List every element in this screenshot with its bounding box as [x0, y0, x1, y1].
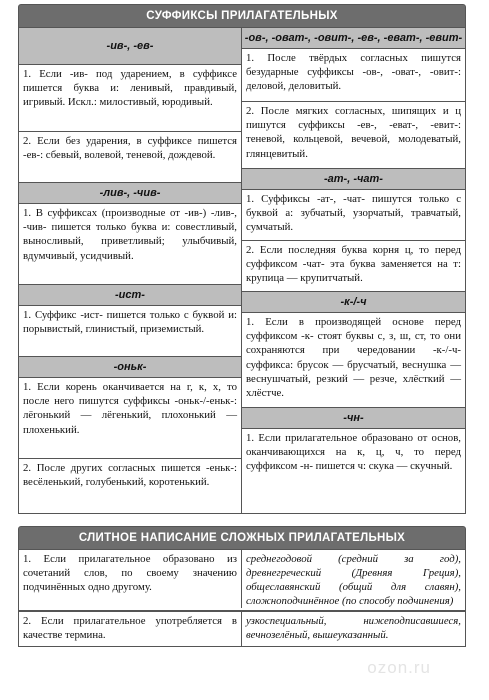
- watermark: ozon.ru: [367, 658, 431, 677]
- compound-examples: среднегодовой (средний за год), древнегреческий (Древняя Греция), общеславянский (общий для славян), сложноподчинённое (по способу подчинения): [246, 553, 461, 607]
- section-header-onk: -оньк-: [19, 357, 241, 378]
- rule-cell: 1. Если -ив- под ударением, в суффиксе пишется буква и: ленивый, правдивый, игривый. Искл.: милостивый, юродивый.: [19, 65, 241, 132]
- section-header-ov-ev: -ов-, -оват-, -овит-, -ев-, -еват-, -евит-: [242, 28, 465, 49]
- right-column: [242, 28, 465, 513]
- section-header-iv-ev: -ив-, -ев-: [19, 28, 241, 65]
- rule-cell: 2. После других согласных пишется -еньк-: весёленький, голубенький, коротенький.: [23, 462, 237, 489]
- rule-cell: 1. Если корень оканчивается на г, к, х, то после него пишутся суффиксы -оньк-/-еньк-: лёгонький — лёгенький, плохонький — плохенький.: [19, 378, 241, 459]
- rule-cell: 2. Если без ударения, в суффиксе пишется -ев-: сбевый, волевой, теневой, дождевой.: [19, 132, 241, 183]
- rule-cell: 1. После твёрдых согласных пишутся безударные суффиксы -ов-, -оват-, -овит-: деловой, деловитый.: [242, 49, 465, 102]
- compound-row: [18, 611, 466, 647]
- section-header-k-ch: -к-/-ч: [242, 292, 465, 313]
- suffix-table: [18, 4, 466, 647]
- rule-cell: 1. Суффикс -ист- пишется только с буквой и: порывистый, глинистый, приземистый.: [19, 306, 241, 357]
- compound-examples: узкоспециальный, нижеподписавшиеся, вечнозелёный, вышеуказанный.: [246, 615, 461, 641]
- suffix-columns: [18, 28, 466, 514]
- section-header-at-chat: -ат-, -чат-: [242, 169, 465, 190]
- page-title: СУФФИКСЫ ПРИЛАГАТЕЛЬНЫХ: [18, 4, 466, 28]
- section-header-ist: -ист-: [19, 285, 241, 306]
- left-column: [19, 28, 242, 513]
- section-header-liv-chiv: -лив-, -чив-: [19, 183, 241, 204]
- rule-cell: 1. Суффиксы -ат-, -чат- пишутся только с буквой а: зубчатый, узорчатый, травчатый, сумчатый.: [242, 190, 465, 241]
- compound-rule: 1. Если прилагательное образовано из сочетаний слов, по своему значению подчинённых одно другому.: [19, 550, 242, 608]
- compound-rule: 2. Если прилагательное употребляется в качестве термина.: [19, 612, 242, 646]
- rule-cell: 1. Если прилагательное образовано от основ, оканчивающихся на к, ц, ч, то перед суффиксом -н- пишется ч: скука — скучный.: [246, 432, 461, 473]
- section-title-compound: СЛИТНОЕ НАПИСАНИЕ СЛОЖНЫХ ПРИЛАГАТЕЛЬНЫХ: [18, 526, 466, 550]
- rule-cell: 1. Если в производящей основе перед суффиксом -к- стоят буквы с, з, ш, ст, то они сохраняются при чередовании -к-/-ч- суффикса: брусок — брусчатый, веснушка — веснушчатый, резкий — резче, хлёсткий — хлёстче.: [242, 313, 465, 408]
- rule-cell: 2. После мягких согласных, шипящих и ц пишутся суффиксы -ев-, -еват-, -евит-: теневой, кольцевой, вечевой, молодеватый, глянцевитый.: [242, 102, 465, 169]
- rule-cell: 2. Если последняя буква корня ц, то перед суффиксом -чат- эта буква заменяется на т: крупица — крупитчатый.: [242, 241, 465, 292]
- compound-row: [18, 550, 466, 611]
- section-header-chn: -чн-: [242, 408, 465, 429]
- rule-cell: 1. В суффиксах (производные от -ив-) -лив-, -чив- пишется только буква и: совестливый, выносливый, приветливый; улыбчивый, вдумчивый, усидчивый.: [19, 204, 241, 285]
